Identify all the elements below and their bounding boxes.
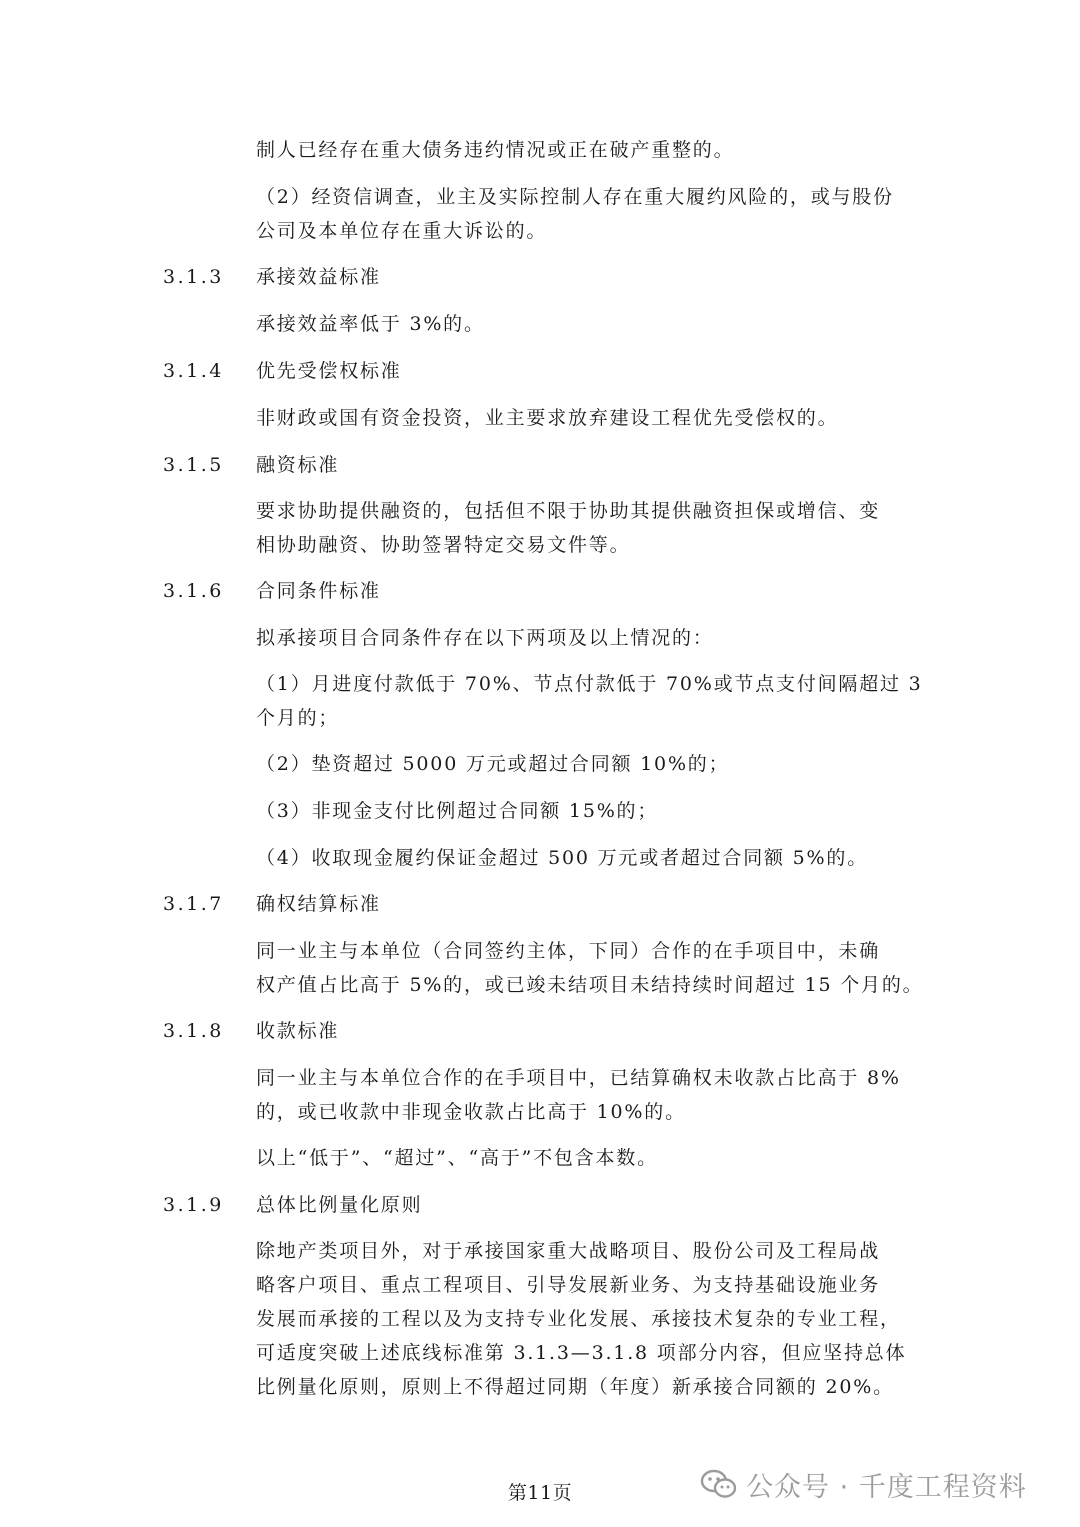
- section-number: 3.1.9: [163, 1194, 224, 1216]
- body-text-line: 权产值占比高于 5%的，或已竣未结项目未结持续时间超过 15 个月的。: [256, 974, 924, 996]
- body-text-line: （3）非现金支付比例超过合同额 15%的；: [256, 800, 659, 822]
- body-text-line: 个月的；: [256, 707, 340, 729]
- section-number: 3.1.8: [163, 1020, 224, 1042]
- page-number: 第11页: [507, 1482, 573, 1504]
- watermark-text: 公众号 · 千度工程资料: [746, 1471, 1027, 1503]
- body-text-line: （2）经资信调查，业主及实际控制人存在重大履约风险的，或与股份: [256, 186, 894, 208]
- section-heading: 合同条件标准: [256, 580, 381, 602]
- body-text-line: 除地产类项目外，对于承接国家重大战略项目、股份公司及工程局战: [256, 1240, 881, 1262]
- body-text-line: 要求协助提供融资的，包括但不限于协助其提供融资担保或增信、变: [256, 500, 881, 522]
- section-number: 3.1.6: [163, 580, 224, 602]
- section-number: 3.1.7: [163, 893, 224, 915]
- body-text-line: 可适度突破上述底线标准第 3.1.3—3.1.8 项部分内容，但应坚持总体: [256, 1342, 907, 1364]
- section-heading: 总体比例量化原则: [256, 1194, 423, 1216]
- section-heading: 收款标准: [256, 1020, 340, 1042]
- body-text-line: 拟承接项目合同条件存在以下两项及以上情况的：: [256, 627, 714, 649]
- section-heading: 融资标准: [256, 454, 340, 476]
- body-text-line: 发展而承接的工程以及为支持专业化发展、承接技术复杂的专业工程，: [256, 1308, 901, 1330]
- watermark: [700, 1464, 1027, 1504]
- section-number: 3.1.4: [163, 360, 224, 382]
- body-text-line: 以上“低于”、“超过”、“高于”不包含本数。: [256, 1147, 658, 1169]
- body-text-line: 同一业主与本单位（合同签约主体，下同）合作的在手项目中，未确: [256, 940, 881, 962]
- section-heading: 承接效益标准: [256, 266, 381, 288]
- body-text-line: （1）月进度付款低于 70%、节点付款低于 70%或节点支付间隔超过 3: [256, 673, 923, 695]
- body-text-line: 略客户项目、重点工程项目、引导发展新业务、为支持基础设施业务: [256, 1274, 881, 1296]
- section-heading: 优先受偿权标准: [256, 360, 402, 382]
- section-number: 3.1.3: [163, 266, 224, 288]
- body-text-line: （4）收取现金履约保证金超过 500 万元或者超过合同额 5%的。: [256, 847, 869, 869]
- wechat-icon: [700, 1468, 738, 1500]
- body-text-line: 制人已经存在重大债务违约情况或正在破产重整的。: [256, 139, 735, 161]
- body-text-line: 的，或已收款中非现金收款占比高于 10%的。: [256, 1101, 686, 1123]
- section-number: 3.1.5: [163, 454, 224, 476]
- body-text-line: （2）垫资超过 5000 万元或超过合同额 10%的；: [256, 753, 730, 775]
- body-text-line: 非财政或国有资金投资，业主要求放弃建设工程优先受偿权的。: [256, 407, 839, 429]
- section-heading: 确权结算标准: [256, 893, 381, 915]
- body-text-line: 同一业主与本单位合作的在手项目中，已结算确权未收款占比高于 8%: [256, 1067, 901, 1089]
- body-text-line: 公司及本单位存在重大诉讼的。: [256, 220, 548, 242]
- body-text-line: 相协助融资、协助签署特定交易文件等。: [256, 534, 631, 556]
- body-text-line: 承接效益率低于 3%的。: [256, 313, 485, 335]
- body-text-line: 比例量化原则，原则上不得超过同期（年度）新承接合同额的 20%。: [256, 1376, 894, 1398]
